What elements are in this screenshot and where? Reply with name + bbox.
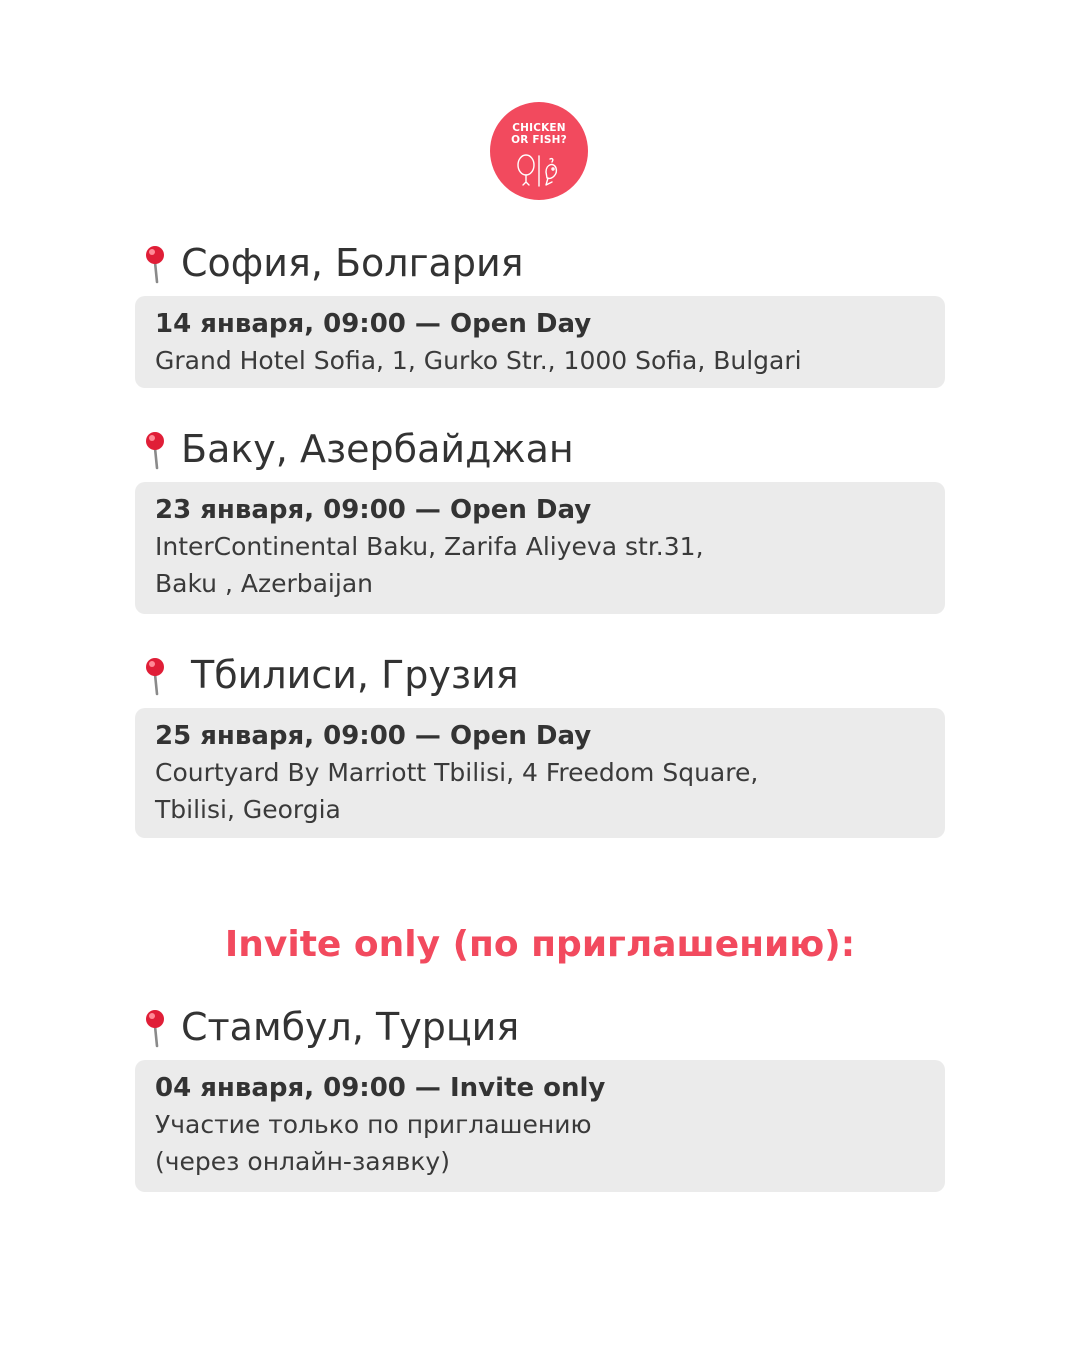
event-section-baku bbox=[135, 426, 945, 598]
round-pushpin-icon bbox=[143, 656, 169, 696]
event-note-line: Участие только по приглашению bbox=[155, 1110, 592, 1139]
logo-line-2: OR FISH? bbox=[511, 134, 567, 146]
event-date-title: 04 января, 09:00 — Invite only bbox=[155, 1073, 606, 1103]
city-name: Баку, Азербайджан bbox=[181, 427, 574, 471]
event-card bbox=[135, 708, 945, 838]
city-name: Тбилиси, Грузия bbox=[191, 653, 519, 697]
event-card bbox=[135, 1060, 945, 1192]
chicken-fish-icon bbox=[514, 152, 564, 188]
round-pushpin-icon bbox=[143, 430, 169, 470]
invite-only-heading: Invite only (по приглашению): bbox=[224, 924, 856, 965]
event-date-title: 23 января, 09:00 — Open Day bbox=[155, 495, 592, 525]
logo-text bbox=[490, 122, 588, 146]
event-section-sofia bbox=[135, 240, 945, 375]
event-note-line: (через онлайн-заявку) bbox=[155, 1147, 450, 1176]
event-section-tbilisi bbox=[135, 652, 945, 824]
round-pushpin-icon bbox=[143, 1008, 169, 1048]
event-address-line: Baku , Azerbaijan bbox=[155, 569, 373, 598]
event-section-istanbul bbox=[135, 1004, 945, 1176]
city-heading bbox=[135, 1004, 945, 1054]
event-date-title: 14 января, 09:00 — Open Day bbox=[155, 309, 592, 339]
event-address-line: Grand Hotel Sofia, 1, Gurko Str., 1000 Sofia, Bulgari bbox=[155, 346, 802, 375]
city-heading bbox=[135, 426, 945, 476]
logo-line-1: CHICKEN bbox=[512, 122, 566, 134]
event-date-title: 25 января, 09:00 — Open Day bbox=[155, 721, 592, 751]
event-address-line: InterContinental Baku, Zarifa Aliyeva str.31, bbox=[155, 532, 704, 561]
city-heading bbox=[135, 240, 945, 290]
round-pushpin-icon bbox=[143, 244, 169, 284]
city-name: София, Болгария bbox=[181, 241, 524, 285]
event-address-line: Tbilisi, Georgia bbox=[155, 795, 341, 824]
city-heading bbox=[135, 652, 945, 702]
event-card bbox=[135, 296, 945, 388]
brand-logo bbox=[490, 102, 588, 200]
event-address-line: Courtyard By Marriott Tbilisi, 4 Freedom Square, bbox=[155, 758, 759, 787]
city-name: Стамбул, Турция bbox=[181, 1005, 520, 1049]
event-card bbox=[135, 482, 945, 614]
